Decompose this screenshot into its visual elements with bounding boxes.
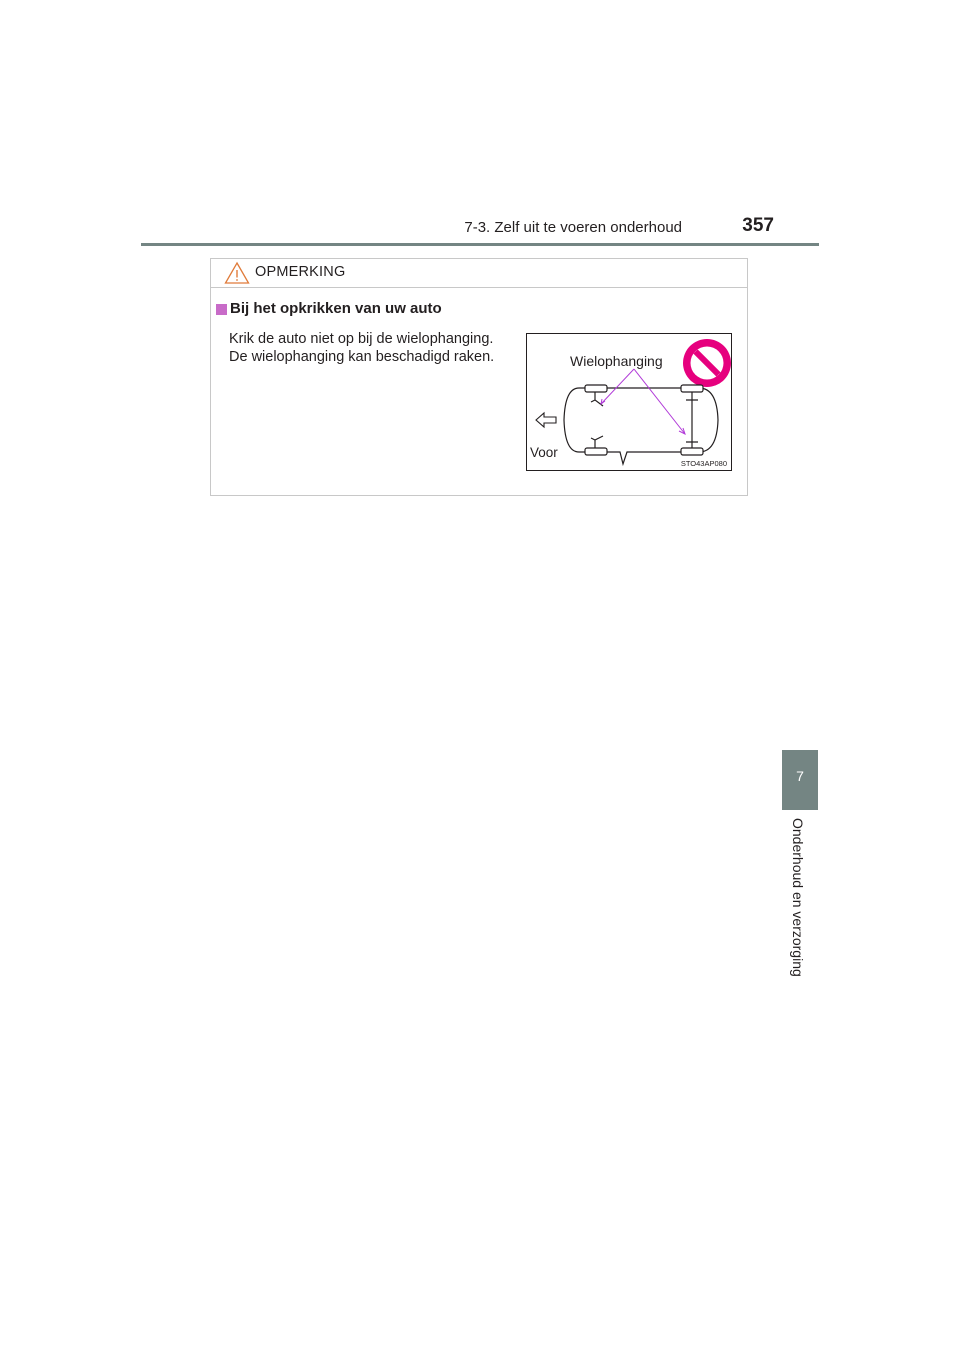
warning-triangle-icon bbox=[224, 261, 250, 285]
car-illustration bbox=[526, 333, 732, 471]
section-title: Bij het opkrikken van uw auto bbox=[230, 300, 442, 317]
notice-body-line: Krik de auto niet op bij de wielophanging. bbox=[229, 331, 494, 347]
section-bullet bbox=[216, 304, 227, 315]
chapter-label-wrap bbox=[782, 818, 818, 988]
illustration-code: STO43AP080 bbox=[680, 459, 727, 468]
page-number: 357 bbox=[742, 215, 774, 236]
running-header-title: 7-3. Zelf uit te voeren onderhoud bbox=[464, 219, 682, 236]
front-label: Voor bbox=[530, 445, 558, 460]
notice-body-line: De wielophanging kan beschadigd raken. bbox=[229, 349, 495, 365]
chapter-label: Onderhoud en verzorging bbox=[790, 818, 806, 977]
chapter-tab bbox=[782, 750, 818, 810]
prohibited-sign-icon bbox=[683, 339, 731, 387]
suspension-label: Wielophanging bbox=[570, 353, 663, 369]
notice-header bbox=[211, 259, 747, 288]
notice-box bbox=[210, 258, 748, 496]
front-arrow-icon bbox=[536, 413, 556, 427]
chapter-number: 7 bbox=[796, 768, 804, 784]
header-divider bbox=[141, 243, 819, 246]
car-top-view-icon bbox=[564, 385, 718, 464]
notice-title: OPMERKING bbox=[255, 264, 346, 280]
notice-body bbox=[229, 330, 519, 366]
